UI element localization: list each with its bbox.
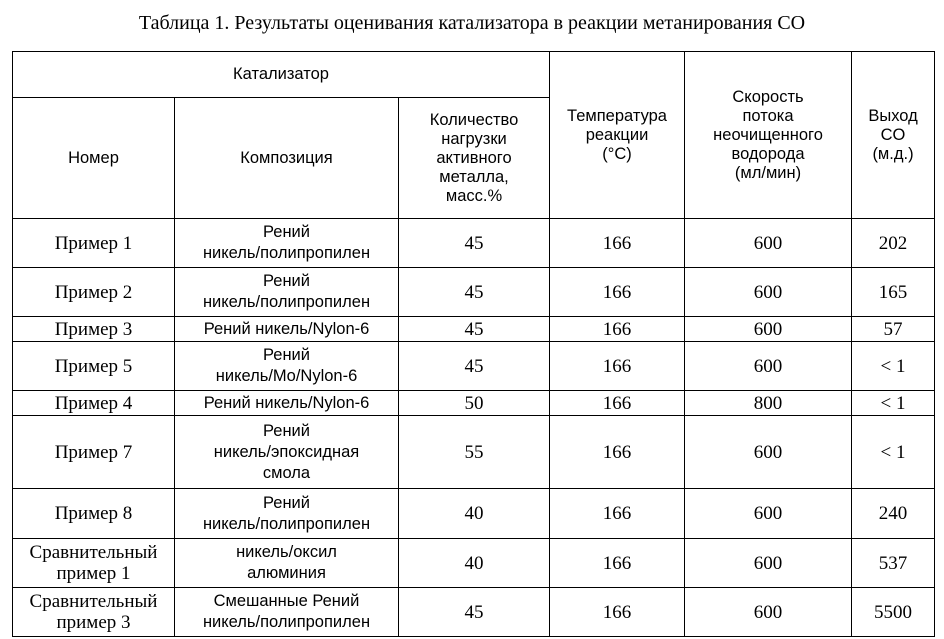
cell-yield: 202 [852,219,935,268]
cell-number: Пример 2 [13,268,175,317]
header-number: Номер [13,98,175,219]
table-row [13,219,935,268]
cell-composition: Рений никель/Mo/Nylon-6 [175,342,399,391]
table-row [13,489,935,539]
cell-temperature: 166 [550,588,685,637]
table-row [13,539,935,588]
header-flow-rate: Скорость потока неочищенного водорода (мл/мин) [685,52,852,219]
cell-flow: 800 [685,391,852,416]
cell-flow: 600 [685,588,852,637]
cell-loading: 45 [399,219,550,268]
cell-composition: Рений никель/полипропилен [175,489,399,539]
cell-composition: Рений никель/Nylon-6 [175,317,399,342]
cell-loading: 45 [399,342,550,391]
cell-number: Пример 8 [13,489,175,539]
cell-loading: 45 [399,317,550,342]
table-row [13,588,935,637]
table-row [13,416,935,489]
cell-flow: 600 [685,268,852,317]
cell-composition: никель/оксил алюминия [175,539,399,588]
table-caption: Таблица 1. Результаты оценивания катализатора в реакции метанирования CO [138,12,806,34]
cell-yield: 537 [852,539,935,588]
header-composition: Композиция [175,98,399,219]
cell-yield: 57 [852,317,935,342]
cell-temperature: 166 [550,391,685,416]
header-temperature: Температура реакции (°C) [550,52,685,219]
header-co-yield: Выход CO (м.д.) [852,52,935,219]
cell-temperature: 166 [550,539,685,588]
cell-yield: 165 [852,268,935,317]
cell-composition: Рений никель/эпоксидная смола [175,416,399,489]
cell-loading: 50 [399,391,550,416]
header-catalyst: Катализатор [13,52,550,98]
table-row [13,391,935,416]
cell-number: Пример 3 [13,317,175,342]
cell-number: Пример 7 [13,416,175,489]
results-table [12,51,935,637]
cell-temperature: 166 [550,416,685,489]
table-row [13,317,935,342]
table-row [13,342,935,391]
cell-temperature: 166 [550,219,685,268]
cell-temperature: 166 [550,342,685,391]
header-loading: Количество нагрузки активного металла, масс.% [399,98,550,219]
cell-flow: 600 [685,489,852,539]
cell-composition: Рений никель/полипропилен [175,219,399,268]
cell-number: Сравнительный пример 1 [13,539,175,588]
cell-number: Пример 5 [13,342,175,391]
cell-flow: 600 [685,219,852,268]
cell-loading: 45 [399,268,550,317]
cell-loading: 55 [399,416,550,489]
cell-number: Пример 4 [13,391,175,416]
cell-loading: 40 [399,539,550,588]
cell-number: Сравнительный пример 3 [13,588,175,637]
cell-yield: < 1 [852,391,935,416]
cell-composition: Смешанные Рений никель/полипропилен [175,588,399,637]
cell-yield: 240 [852,489,935,539]
cell-loading: 40 [399,489,550,539]
cell-temperature: 166 [550,268,685,317]
cell-yield: 5500 [852,588,935,637]
cell-flow: 600 [685,317,852,342]
cell-yield: < 1 [852,342,935,391]
table-row [13,268,935,317]
cell-temperature: 166 [550,489,685,539]
cell-number: Пример 1 [13,219,175,268]
cell-yield: < 1 [852,416,935,489]
cell-flow: 600 [685,539,852,588]
cell-flow: 600 [685,416,852,489]
cell-composition: Рений никель/полипропилен [175,268,399,317]
cell-composition: Рений никель/Nylon-6 [175,391,399,416]
cell-loading: 45 [399,588,550,637]
cell-temperature: 166 [550,317,685,342]
cell-flow: 600 [685,342,852,391]
